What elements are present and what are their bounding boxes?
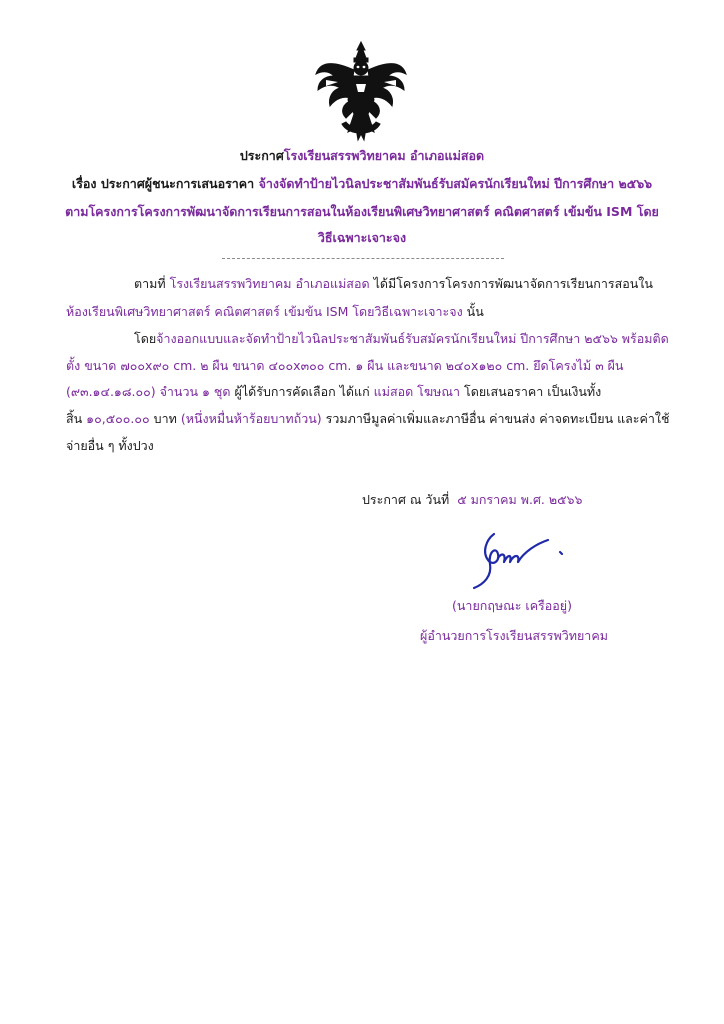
p1-school: โรงเรียนสรรพวิทยาคม อำเภอแม่สอด [169, 276, 370, 291]
announcement-heading [0, 148, 724, 164]
p2-tax-note: รวมภาษีมูลค่าเพิ่มและภาษีอื่น ค่าขนส่ง ค่าจดทะเบียน และค่าใช้ [325, 411, 670, 426]
p1-intro: ตามที่ [134, 276, 166, 291]
p2-total-word: สิ้น [66, 411, 83, 426]
subject-line-2: ตามโครงการโครงการพัฒนาจัดการเรียนการสอนในห้องเรียนพิเศษวิทยาศาสตร์ คณิตศาสตร์ เข้มข้น ISM โดย [65, 204, 659, 219]
signatory-name: (นายกฤษณะ เครืออยู่) [452, 598, 572, 613]
p2-quantity: (๙๓.๑๔.๑๘.๐๐) จำนวน ๑ ชุด [66, 384, 231, 399]
p1-project: ได้มีโครงการโครงการพัฒนาจัดการเรียนการสอนใน [373, 276, 653, 291]
date-value: ๕ มกราคม พ.ศ. ๒๕๖๖ [457, 492, 583, 507]
p2-currency: บาท [153, 411, 177, 426]
paragraph-2-line-3 [66, 384, 601, 400]
p2-amount: ๑๐,๕๐๐.๐๐ [86, 411, 150, 426]
p1-end: นั้น [466, 304, 484, 319]
garuda-emblem-icon [312, 40, 410, 148]
p2-selected: ผู้ได้รับการคัดเลือก ได้แก่ [234, 384, 370, 399]
p1-project-cont: ห้องเรียนพิเศษวิทยาศาสตร์ คณิตศาสตร์ เข้มข้น ISM โดยวิธีเฉพาะเจาะจง [66, 304, 463, 319]
paragraph-1-line-1 [134, 276, 653, 292]
heading-school: โรงเรียนสรรพวิทยาคม อำเภอแม่สอด [283, 148, 485, 163]
p2-total-prefix: เป็นเงินทั้ง [547, 384, 602, 399]
paragraph-2-line-2: ตั้ง ขนาด ๗๐๐x๙๐ cm. ๒ ผืน ขนาด ๔๐๐x๓๐๐ cm. ๑ ผืน และขนาด ๒๔๐x๑๒๐ cm. ยึดโครงไม้ ๓ ผืน [66, 358, 624, 373]
paragraph-2-line-4 [66, 411, 670, 427]
p2-vendor: แม่สอด โฆษณา [373, 384, 461, 399]
p2-amount-text: (หนึ่งหมื่นห้าร้อยบาทถ้วน) [180, 411, 322, 426]
signatory-position: ผู้อำนวยการโรงเรียนสรรพวิทยาคม [420, 628, 608, 643]
paragraph-2-line-1 [134, 331, 669, 347]
p2-work: จ้างออกแบบและจัดทำป้ายไวนิลประชาสัมพันธ์รับสมัครนักเรียนใหม่ ปีการศึกษา ๒๕๖๖ พร้อมติด [156, 331, 669, 346]
announcement-date [362, 492, 582, 508]
paragraph-1-line-2 [66, 304, 484, 320]
heading-prefix: ประกาศ [239, 148, 284, 163]
handwritten-signature [464, 530, 568, 590]
p2-intro: โดย [134, 331, 157, 346]
subject-label: เรื่อง ประกาศผู้ชนะการเสนอราคา [71, 176, 255, 191]
p2-offer: โดยเสนอราคา [464, 384, 544, 399]
subject-line-3: วิธีเฉพาะเจาะจง [317, 230, 407, 245]
date-prefix: ประกาศ ณ วันที่ [362, 492, 450, 507]
divider [222, 258, 504, 259]
paragraph-2-line-5: จ่ายอื่น ๆ ทั้งปวง [66, 438, 154, 453]
subject-title: จ้างจัดทำป้ายไวนิลประชาสัมพันธ์รับสมัครนักเรียนใหม่ ปีการศึกษา ๒๕๖๖ [258, 176, 653, 191]
subject-line-1 [0, 176, 724, 192]
